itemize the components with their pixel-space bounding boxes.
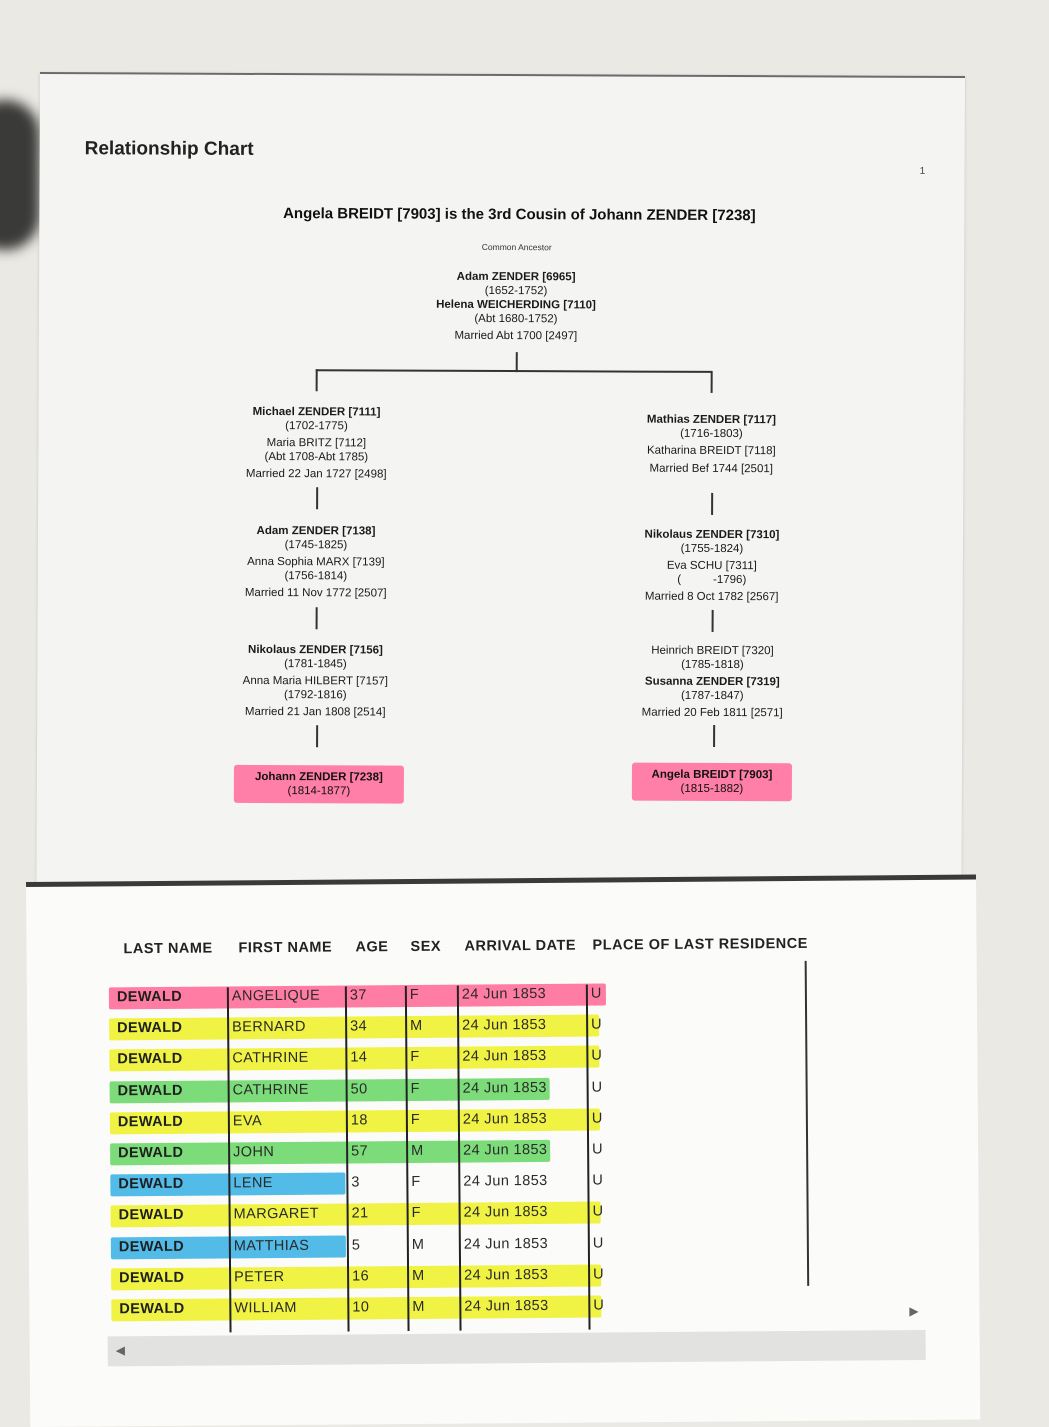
- table-right-border: [805, 961, 810, 1286]
- last-name-cell: DEWALD: [118, 1207, 184, 1224]
- arrival-date-cell: 24 Jun 1853: [464, 1266, 549, 1284]
- table-row: [111, 1201, 631, 1229]
- finger-shadow: [0, 100, 40, 250]
- sex-cell: F: [409, 986, 420, 1003]
- header-age: AGE: [355, 939, 389, 956]
- right-connector-1: [711, 493, 713, 515]
- place-cell: U: [593, 1297, 605, 1314]
- left-end-person-highlight: [234, 765, 404, 804]
- right-gen1-married: Married Bef 1744 [2501]: [649, 462, 773, 476]
- place-cell: U: [590, 985, 602, 1002]
- left-gen3-dates1: (1781-1845): [284, 658, 347, 671]
- right-gen2-dates1: (1755-1824): [680, 542, 744, 556]
- left-gen1-name2: Maria BRITZ [7112]: [266, 436, 367, 450]
- right-end-person-highlight: [632, 763, 792, 802]
- place-cell: U: [591, 1079, 603, 1096]
- sex-cell: F: [410, 1080, 420, 1097]
- right-generation-2: [592, 527, 832, 605]
- first-name-cell: BERNARD: [232, 1018, 306, 1036]
- last-name-cell: DEWALD: [117, 1113, 184, 1131]
- right-gen2-married: Married 8 Oct 1782 [2567]: [644, 590, 779, 604]
- left-gen2-name2: Anna Sophia MARX [7139]: [247, 555, 385, 569]
- last-name-cell: DEWALD: [118, 1175, 184, 1193]
- header-place-of-last-residence: PLACE OF LAST RESIDENCE: [592, 935, 808, 954]
- sex-cell: M: [411, 1236, 425, 1253]
- first-name-cell: CATHRINE: [232, 1050, 309, 1067]
- left-connector-3: [316, 725, 318, 747]
- root-dates2: (Abt 1680-1752): [474, 312, 558, 326]
- place-cell: U: [591, 1047, 603, 1064]
- last-name-cell: DEWALD: [118, 1238, 185, 1255]
- arrival-date-cell: 24 Jun 1853: [461, 985, 547, 1003]
- sex-cell: F: [410, 1049, 420, 1066]
- right-gen3-name2: Susanna ZENDER [7319]: [644, 675, 780, 689]
- place-cell: U: [592, 1141, 604, 1158]
- table-row: [109, 1013, 629, 1041]
- left-generation-1: [196, 405, 436, 483]
- left-end-name: Johann ZENDER [7238]: [254, 770, 383, 784]
- first-name-cell: ANGELIQUE: [231, 987, 321, 1005]
- table-row: [110, 1169, 630, 1197]
- place-cell: U: [592, 1172, 604, 1189]
- right-gen1-name1: Mathias ZENDER [7117]: [646, 413, 777, 427]
- age-cell: 34: [350, 1018, 368, 1035]
- sex-cell: M: [412, 1298, 425, 1315]
- root-dates1: (1652-1752): [484, 284, 548, 298]
- age-cell: 3: [351, 1174, 360, 1191]
- arrival-date-cell: 24 Jun 1853: [462, 1048, 547, 1065]
- table-row: [109, 982, 629, 1010]
- root-name1: Adam ZENDER [6965]: [456, 270, 576, 284]
- first-name-cell: MATTHIAS: [233, 1237, 310, 1254]
- left-gen2-married: Married 11 Nov 1772 [2507]: [244, 586, 387, 600]
- right-gen2-name2: Eva SCHU [7311]: [666, 559, 757, 573]
- first-name-cell: CATHRINE: [232, 1081, 309, 1098]
- right-gen2-name1: Nikolaus ZENDER [7310]: [644, 528, 780, 542]
- right-gen3-name1: Heinrich BREIDT [7320]: [651, 644, 774, 658]
- right-connector-2: [712, 610, 714, 632]
- left-branch-connector: [316, 369, 318, 391]
- age-cell: 5: [351, 1236, 361, 1254]
- common-ancestor-label: Common Ancestor: [481, 241, 552, 253]
- place-cell: U: [592, 1203, 604, 1220]
- left-generation-3: [195, 643, 435, 721]
- left-gen1-name1: Michael ZENDER [7111]: [252, 405, 381, 419]
- last-name-cell: DEWALD: [117, 1019, 183, 1037]
- right-branch-connector: [711, 371, 713, 393]
- first-name-cell: EVA: [232, 1112, 263, 1130]
- left-gen2-dates1: (1745-1825): [284, 539, 348, 552]
- table-row: [111, 1294, 631, 1322]
- table-row: [111, 1232, 631, 1260]
- right-end-dates: (1815-1882): [680, 782, 744, 796]
- header-first-name: FIRST NAME: [238, 939, 333, 957]
- left-gen1-married: Married 22 Jan 1727 [2498]: [245, 467, 387, 481]
- root-name2: Helena WEICHERDING [7110]: [436, 298, 596, 312]
- sex-cell: M: [411, 1142, 424, 1159]
- table-row: [111, 1263, 631, 1291]
- left-gen1-dates2: (Abt 1708-Abt 1785): [264, 450, 369, 464]
- place-cell: U: [591, 1110, 603, 1127]
- right-gen3-married: Married 20 Feb 1811 [2571]: [641, 706, 783, 720]
- last-name-cell: DEWALD: [119, 1300, 185, 1318]
- page-number: 1: [919, 165, 926, 177]
- right-gen3-dates1: (1785-1818): [681, 658, 744, 672]
- last-name-cell: DEWALD: [116, 988, 183, 1006]
- first-name-cell: PETER: [234, 1268, 285, 1286]
- left-connector-2: [316, 607, 318, 629]
- right-end-name: Angela BREIDT [7903]: [651, 768, 773, 782]
- sex-cell: M: [412, 1267, 425, 1284]
- age-cell: 18: [350, 1112, 368, 1129]
- relationship-headline: Angela BREIDT [7903] is the 3rd Cousin of Johann ZENDER [7238]: [283, 205, 756, 225]
- left-connector-1: [316, 487, 318, 509]
- last-name-cell: DEWALD: [118, 1144, 184, 1162]
- sex-cell: F: [411, 1174, 421, 1191]
- last-name-cell: DEWALD: [117, 1051, 183, 1068]
- sex-cell: F: [411, 1205, 421, 1222]
- branch-connector: [316, 369, 712, 372]
- sex-cell: F: [410, 1111, 421, 1128]
- right-gen1-dates1: (1716-1803): [680, 427, 743, 441]
- arrival-date-cell: 24 Jun 1853: [464, 1297, 549, 1315]
- scroll-right-arrow-icon[interactable]: ▶: [909, 1304, 919, 1319]
- left-gen2-dates2: (1756-1814): [284, 570, 348, 583]
- right-generation-3: [592, 643, 832, 721]
- right-gen2-dates2: ( -1796): [677, 573, 747, 587]
- left-generation-2: [196, 524, 436, 602]
- arrival-date-cell: 24 Jun 1853: [463, 1173, 548, 1190]
- arrival-date-cell: 24 Jun 1853: [463, 1141, 548, 1159]
- age-cell: 14: [350, 1049, 368, 1066]
- left-gen2-name1: Adam ZENDER [7138]: [256, 524, 376, 538]
- root-connector: [516, 352, 518, 372]
- left-gen1-dates1: (1702-1775): [285, 420, 348, 433]
- table-row: [109, 1045, 629, 1073]
- root-ancestor-node: [396, 270, 636, 345]
- relationship-chart-sheet: [36, 72, 965, 898]
- right-connector-3: [713, 725, 715, 747]
- left-gen3-married: Married 21 Jan 1808 [2514]: [244, 705, 386, 719]
- left-gen3-name1: Nikolaus ZENDER [7156]: [248, 643, 383, 657]
- sex-cell: M: [410, 1018, 423, 1035]
- left-end-dates: (1814-1877): [287, 785, 351, 798]
- arrival-date-cell: 24 Jun 1853: [463, 1204, 548, 1221]
- arrival-date-cell: 24 Jun 1853: [462, 1110, 548, 1128]
- age-cell: 57: [351, 1143, 369, 1160]
- right-gen1-name2: Katharina BREIDT [7118]: [646, 444, 776, 458]
- place-cell: U: [592, 1235, 604, 1252]
- arrival-date-cell: 24 Jun 1853: [463, 1235, 549, 1253]
- last-name-cell: DEWALD: [119, 1269, 185, 1287]
- root-married: Married Abt 1700 [2497]: [454, 329, 578, 343]
- age-cell: 21: [351, 1205, 369, 1222]
- last-name-cell: DEWALD: [117, 1082, 183, 1099]
- first-name-cell: LENE: [233, 1175, 273, 1192]
- arrival-date-cell: 24 Jun 1853: [462, 1079, 547, 1097]
- age-cell: 16: [352, 1268, 370, 1285]
- place-cell: U: [593, 1266, 605, 1283]
- passenger-list-sheet: [26, 875, 980, 1427]
- header-arrival-date: ARRIVAL DATE: [464, 937, 577, 955]
- table-row: [110, 1107, 630, 1135]
- scroll-left-arrow-icon[interactable]: ◀: [115, 1343, 125, 1358]
- header-last-name: LAST NAME: [123, 940, 213, 958]
- first-name-cell: MARGARET: [233, 1206, 320, 1223]
- place-cell: U: [591, 1016, 603, 1033]
- age-cell: 10: [352, 1299, 370, 1316]
- header-sex: SEX: [410, 938, 442, 955]
- right-gen3-dates2: (1787-1847): [680, 689, 744, 703]
- left-gen3-name2: Anna Maria HILBERT [7157]: [242, 674, 389, 688]
- age-cell: 37: [349, 987, 367, 1004]
- age-cell: 50: [350, 1080, 368, 1098]
- table-row: [110, 1138, 630, 1166]
- right-generation-1: [591, 412, 831, 477]
- table-row: [110, 1076, 630, 1104]
- first-name-cell: JOHN: [233, 1144, 275, 1161]
- arrival-date-cell: 24 Jun 1853: [462, 1017, 547, 1034]
- left-gen3-dates2: (1792-1816): [283, 689, 347, 702]
- first-name-cell: WILLIAM: [234, 1299, 297, 1317]
- chart-title: Relationship Chart: [84, 138, 254, 160]
